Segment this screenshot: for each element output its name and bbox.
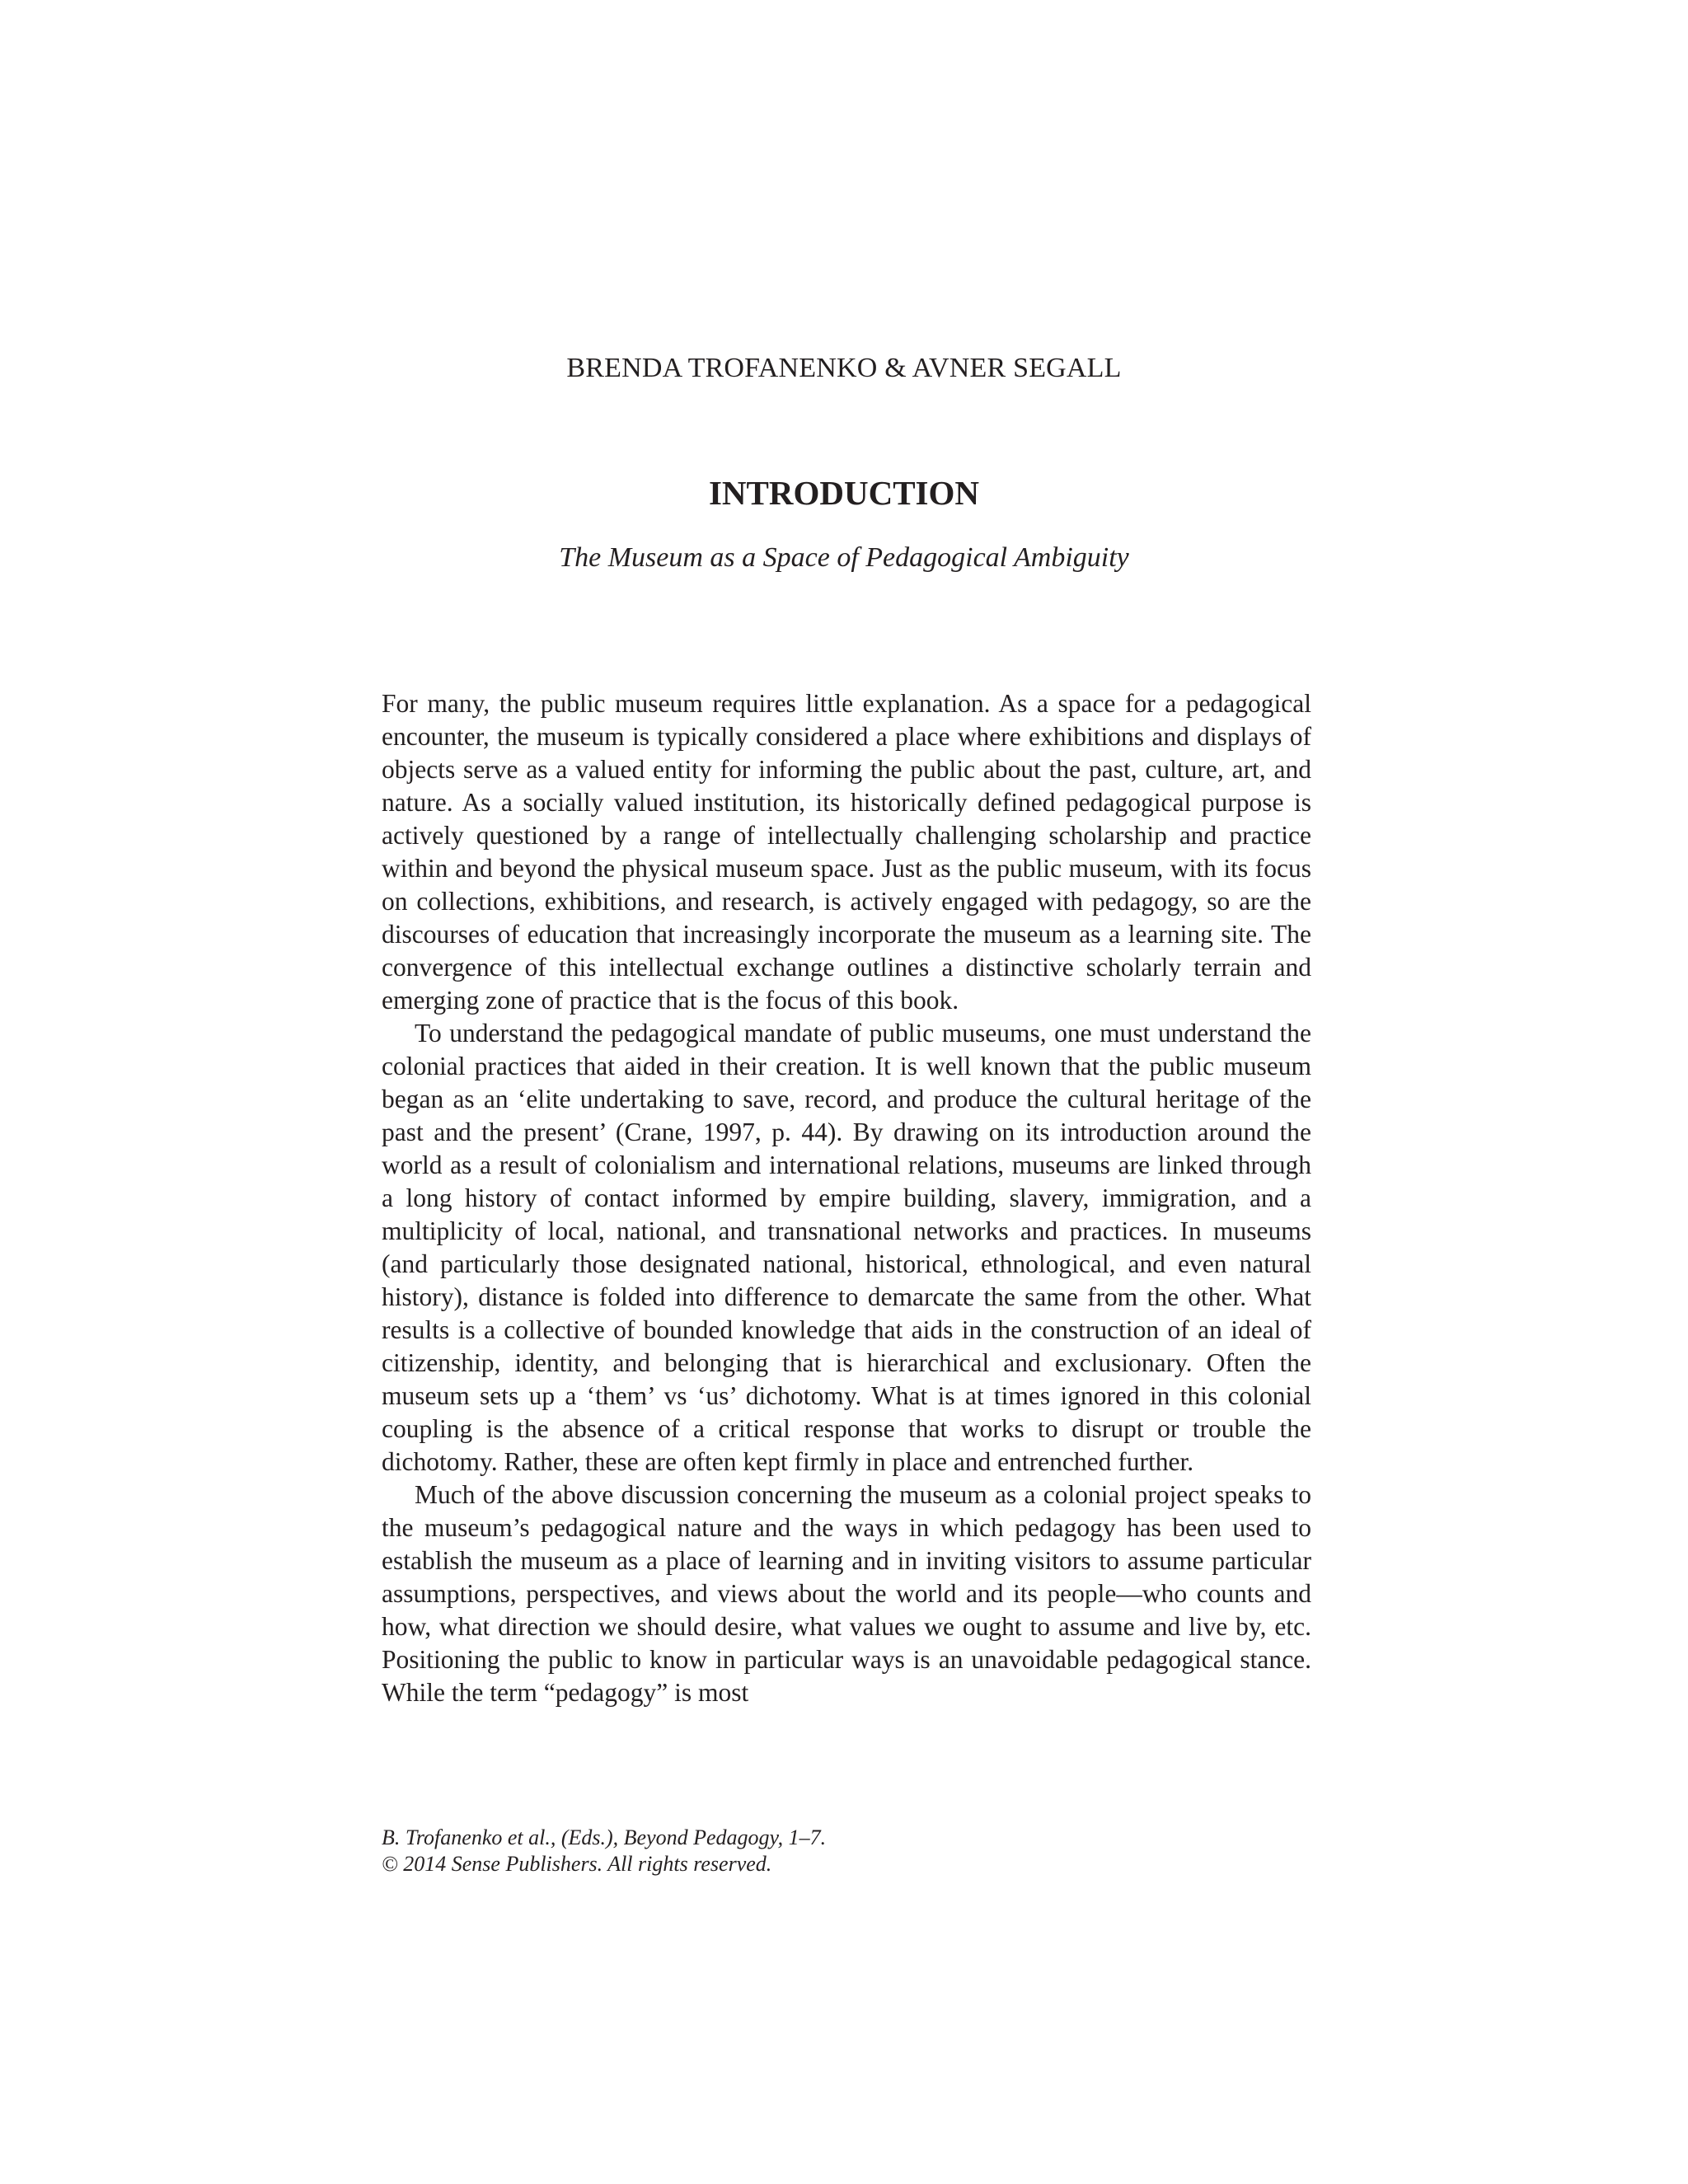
chapter-authors: BRENDA TROFANENKO & AVNER SEGALL [566, 353, 1122, 383]
paragraph-1: For many, the public museum requires little explanation. As a space for a pedagogical encounter, the museum is typically considered a place where exhibitions and displays of objects serve as a valued entity for informing the public about the past, culture, art, and nature. As a socially valued institution, its historically defined pedagogical purpose is actively questioned by a range of intellectually challenging scholarship and practice within and beyond the physical museum space. Just as the public museum, with its focus on collections, exhibitions, and research, is actively engaged with pedagogy, so are the discourses of education that increasingly incorporate the museum as a learning site. The convergence of this intellectual exchange outlines a distinctive scholarly terrain and emerging zone of practice that is the focus of this book. [382, 689, 1311, 1015]
footer-citation: B. Trofanenko et al., (Eds.), Beyond Pedagogy, 1–7. [382, 1825, 827, 1849]
chapter-subtitle: The Museum as a Space of Pedagogical Ambiguity [559, 542, 1129, 573]
page-footer [382, 1825, 1311, 1877]
footer-copyright: © 2014 Sense Publishers. All rights reserved. [382, 1852, 772, 1876]
paragraph-3: Much of the above discussion concerning the museum as a colonial project speaks to the museum’s pedagogical nature and the ways in which pedagogy has been used to establish the museum as a place of learning and in inviting visitors to assume particular assumptions, perspectives, and views about the world and its people—who counts and how, what direction we should desire, what values we ought to assume and live by, etc. Positioning the public to know in particular ways is an unavoidable pedagogical stance. While the term “pedagogy” is most [382, 1480, 1311, 1707]
paragraph-2: To understand the pedagogical mandate of public museums, one must understand the colonial practices that aided in their creation. It is well known that the public museum began as an ‘elite undertaking to save, record, and produce the cultural heritage of the past and the present’ (Crane, 1997, p. 44). By drawing on its introduction around the world as a result of colonialism and international relations, museums are linked through a long history of contact informed by empire building, slavery, immigration, and a multiplicity of local, national, and transnational networks and practices. In museums (and particularly those designated national, historical, ethnological, and even natural history), distance is folded into difference to demarcate the same from the other. What results is a collective of bounded knowledge that aids in the construction of an ideal of citizenship, identity, and belonging that is hierarchical and exclusionary. Often the museum sets up a ‘them’ vs ‘us’ dichotomy. What is at times ignored in this colonial coupling is the absence of a critical response that works to disrupt or trouble the dichotomy. Rather, these are often kept firmly in place and entrenched further. [382, 1019, 1311, 1476]
chapter-title: INTRODUCTION [708, 474, 980, 512]
body-text [382, 687, 1311, 1709]
